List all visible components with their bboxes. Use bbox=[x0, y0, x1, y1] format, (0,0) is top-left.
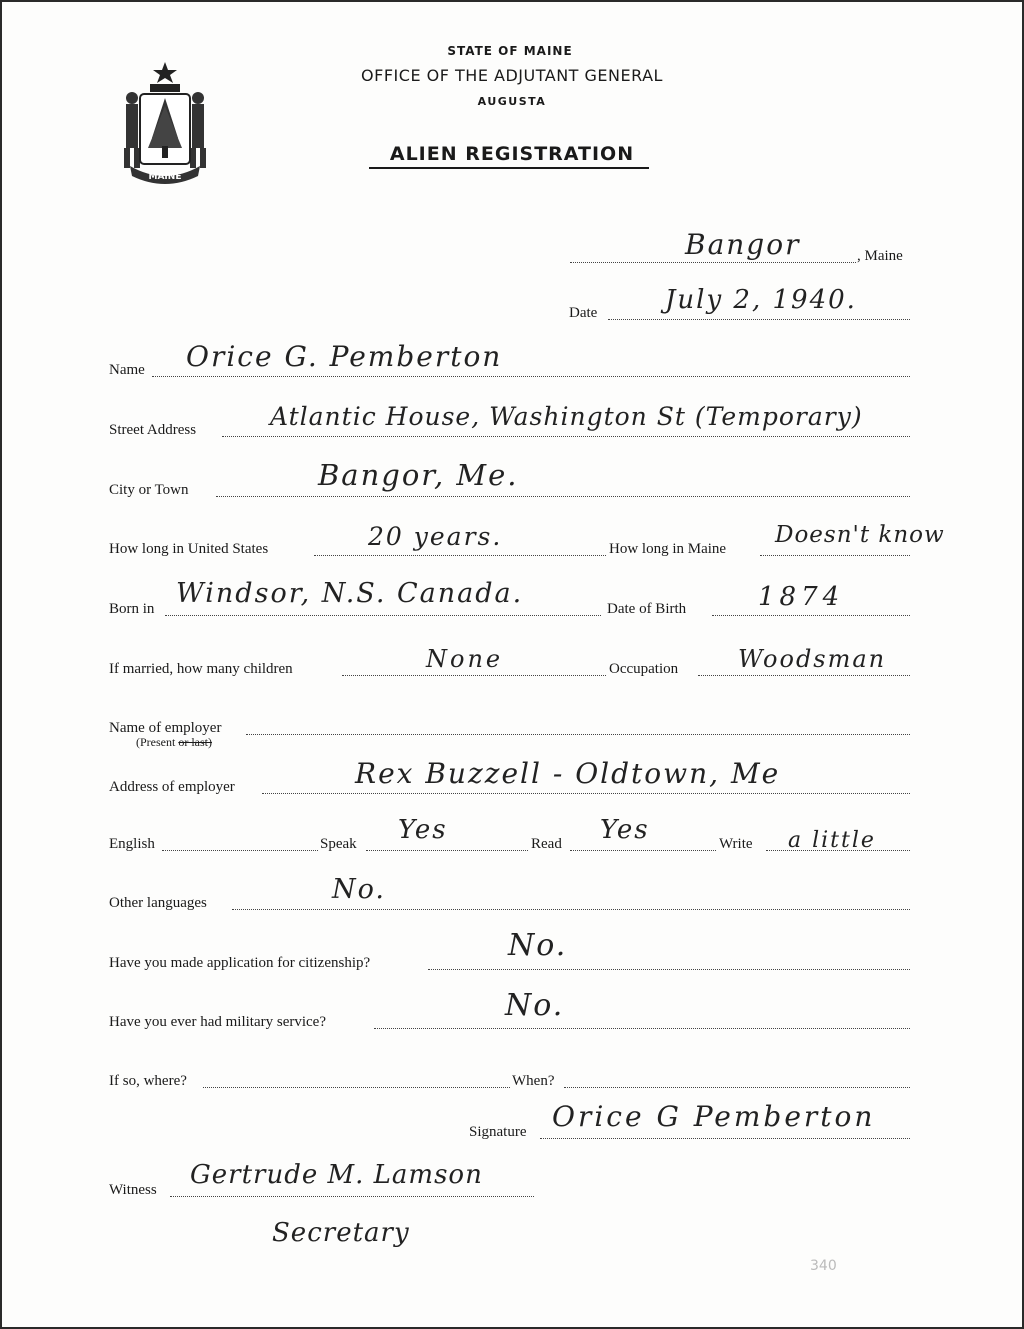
city-dotted-line bbox=[216, 496, 910, 497]
children-dotted-line bbox=[342, 675, 606, 676]
dob-dotted-line bbox=[712, 615, 910, 616]
read-label: Read bbox=[531, 836, 562, 852]
dob-value: 1874 bbox=[758, 582, 845, 612]
born-value: Windsor, N.S. Canada. bbox=[176, 578, 524, 609]
where-label: If so, where? bbox=[109, 1073, 187, 1089]
read-dotted-line bbox=[570, 850, 716, 851]
write-label: Write bbox=[719, 836, 753, 852]
dob-label: Date of Birth bbox=[607, 601, 687, 617]
occupation-dotted-line bbox=[698, 675, 910, 676]
title-underline bbox=[369, 167, 649, 169]
occupation-value: Woodsman bbox=[738, 645, 887, 673]
city-label: City or Town bbox=[109, 482, 189, 498]
faint-stamp-number: 340 bbox=[810, 1258, 837, 1274]
how-long-us-label: How long in United States bbox=[109, 541, 269, 557]
witness-title-value: Secretary bbox=[272, 1218, 410, 1248]
place-dotted-line bbox=[570, 262, 856, 263]
occupation-label: Occupation bbox=[609, 661, 679, 677]
when-label: When? bbox=[512, 1073, 555, 1089]
witness-dotted-line bbox=[170, 1196, 534, 1197]
employer-present-note: (Present or last) bbox=[136, 735, 212, 749]
citizenship-dotted-line bbox=[428, 969, 910, 970]
citizenship-label: Have you made application for citizenship? bbox=[109, 955, 371, 971]
military-dotted-line bbox=[374, 1028, 910, 1029]
employer-address-value: Rex Buzzell - Oldtown, Me bbox=[355, 757, 781, 790]
employer-label: Name of employer bbox=[109, 720, 222, 736]
read-value: Yes bbox=[600, 815, 650, 845]
place-value: Bangor bbox=[685, 228, 801, 261]
children-value: None bbox=[426, 645, 504, 673]
born-label: Born in bbox=[109, 601, 155, 617]
name-value: Orice G. Pemberton bbox=[186, 340, 503, 373]
other-languages-value: No. bbox=[332, 874, 386, 905]
where-dotted-line bbox=[203, 1087, 510, 1088]
city-value: Bangor, Me. bbox=[318, 458, 519, 492]
other-languages-label: Other languages bbox=[109, 895, 207, 911]
employer-address-dotted-line bbox=[262, 793, 910, 794]
how-long-me-value: Doesn't know bbox=[775, 522, 945, 548]
date-dotted-line bbox=[608, 319, 910, 320]
speak-value: Yes bbox=[398, 815, 448, 845]
witness-label: Witness bbox=[109, 1182, 157, 1198]
signature-value: Orice G Pemberton bbox=[552, 1100, 876, 1133]
date-value: July 2, 1940. bbox=[665, 285, 857, 315]
when-dotted-line bbox=[564, 1087, 910, 1088]
military-label: Have you ever had military service? bbox=[109, 1014, 326, 1030]
born-dotted-line bbox=[165, 615, 601, 616]
header-state: STATE OF MAINE bbox=[447, 44, 573, 58]
form-title: ALIEN REGISTRATION bbox=[389, 143, 635, 165]
how-long-me-dotted-line bbox=[760, 555, 910, 556]
citizenship-value: No. bbox=[508, 928, 568, 963]
witness-value: Gertrude M. Lamson bbox=[190, 1160, 483, 1190]
maine-label: , Maine bbox=[857, 248, 903, 264]
speak-label: Speak bbox=[320, 836, 357, 852]
street-value: Atlantic House, Washington St (Temporary) bbox=[270, 402, 863, 431]
svg-text:MAINE: MAINE bbox=[148, 172, 182, 182]
other-languages-dotted-line bbox=[232, 909, 910, 910]
speak-dotted-line bbox=[366, 850, 528, 851]
english-label: English bbox=[109, 836, 155, 852]
write-value: a little bbox=[788, 828, 876, 853]
employer-address-label: Address of employer bbox=[109, 779, 235, 795]
header-city: AUGUSTA bbox=[477, 95, 547, 108]
how-long-us-value: 20 years. bbox=[368, 522, 503, 551]
street-label: Street Address bbox=[109, 422, 197, 438]
date-label: Date bbox=[569, 305, 598, 321]
children-label: If married, how many children bbox=[109, 661, 293, 677]
street-dotted-line bbox=[222, 436, 910, 437]
employer-dotted-line bbox=[246, 734, 910, 735]
english-dotted-line bbox=[162, 850, 318, 851]
header-office: OFFICE OF THE ADJUTANT GENERAL bbox=[361, 66, 663, 85]
military-value: No. bbox=[505, 988, 565, 1023]
name-label: Name bbox=[109, 362, 145, 378]
how-long-me-label: How long in Maine bbox=[609, 541, 727, 557]
name-dotted-line bbox=[152, 376, 910, 377]
signature-label: Signature bbox=[469, 1124, 527, 1140]
how-long-us-dotted-line bbox=[314, 555, 606, 556]
signature-dotted-line bbox=[540, 1138, 910, 1139]
